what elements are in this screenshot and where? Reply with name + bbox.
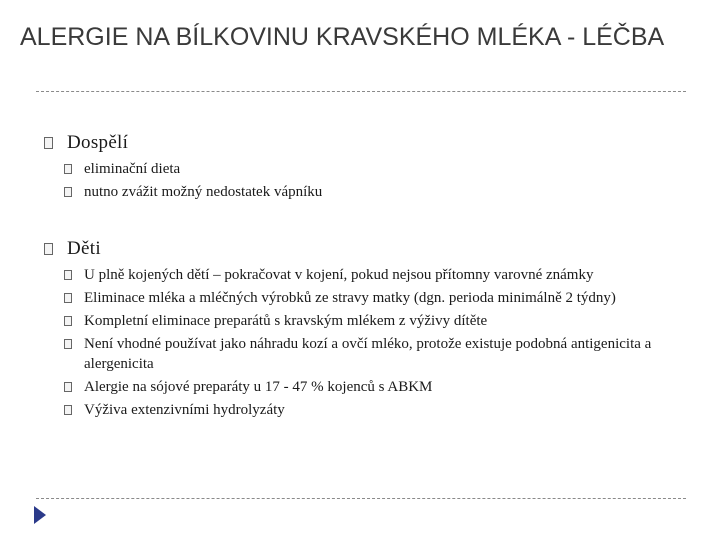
list-item-text: U plně kojených dětí – pokračovat v kojení, pokud nejsou přítomny varovné známky: [84, 267, 594, 283]
square-bullet-icon: [44, 137, 53, 149]
list-item: [64, 334, 704, 374]
bullet-list: [44, 265, 704, 420]
square-bullet-icon: [64, 316, 72, 326]
square-bullet-icon: [64, 187, 72, 197]
section-heading: [44, 236, 704, 262]
list-item-text: Alergie na sójové preparáty u 17 - 47 % kojenců s ABKM: [84, 379, 433, 395]
list-item: [64, 311, 704, 331]
list-item: [64, 265, 704, 285]
square-bullet-icon: [64, 339, 72, 349]
section-adults: [44, 130, 704, 202]
list-item-text: eliminační dieta: [84, 161, 181, 177]
list-item-text: Není vhodné používat jako náhradu kozí a ovčí mléko, protože existuje podobná antigenicita a alergenicita: [84, 336, 652, 372]
slide-title: ALERGIE NA BÍLKOVINU KRAVSKÉHO MLÉKA - LÉČBA: [20, 23, 665, 51]
section-label: Děti: [67, 238, 101, 259]
list-item-text: nutno zvážit možný nedostatek vápníku: [84, 184, 323, 200]
bottom-divider: [36, 498, 686, 499]
list-item: [64, 182, 704, 202]
list-item: [64, 159, 704, 179]
list-item: [64, 377, 704, 397]
section-children: [44, 236, 704, 420]
list-item-text: Výživa extenzivními hydrolyzáty: [84, 402, 285, 418]
section-heading: [44, 130, 704, 156]
section-label: Dospělí: [67, 132, 129, 153]
square-bullet-icon: [64, 382, 72, 392]
play-triangle-icon[interactable]: [34, 506, 46, 524]
list-item: [64, 400, 704, 420]
square-bullet-icon: [44, 243, 53, 255]
list-item-text: Eliminace mléka a mléčných výrobků ze stravy matky (dgn. perioda minimálně 2 týdny): [84, 290, 616, 306]
list-item-text: Kompletní eliminace preparátů s kravským mlékem z výživy dítěte: [84, 313, 488, 329]
list-item: [64, 288, 704, 308]
square-bullet-icon: [64, 164, 72, 174]
square-bullet-icon: [64, 293, 72, 303]
square-bullet-icon: [64, 405, 72, 415]
top-divider: [36, 91, 686, 92]
square-bullet-icon: [64, 270, 72, 280]
bullet-list: [44, 159, 704, 202]
